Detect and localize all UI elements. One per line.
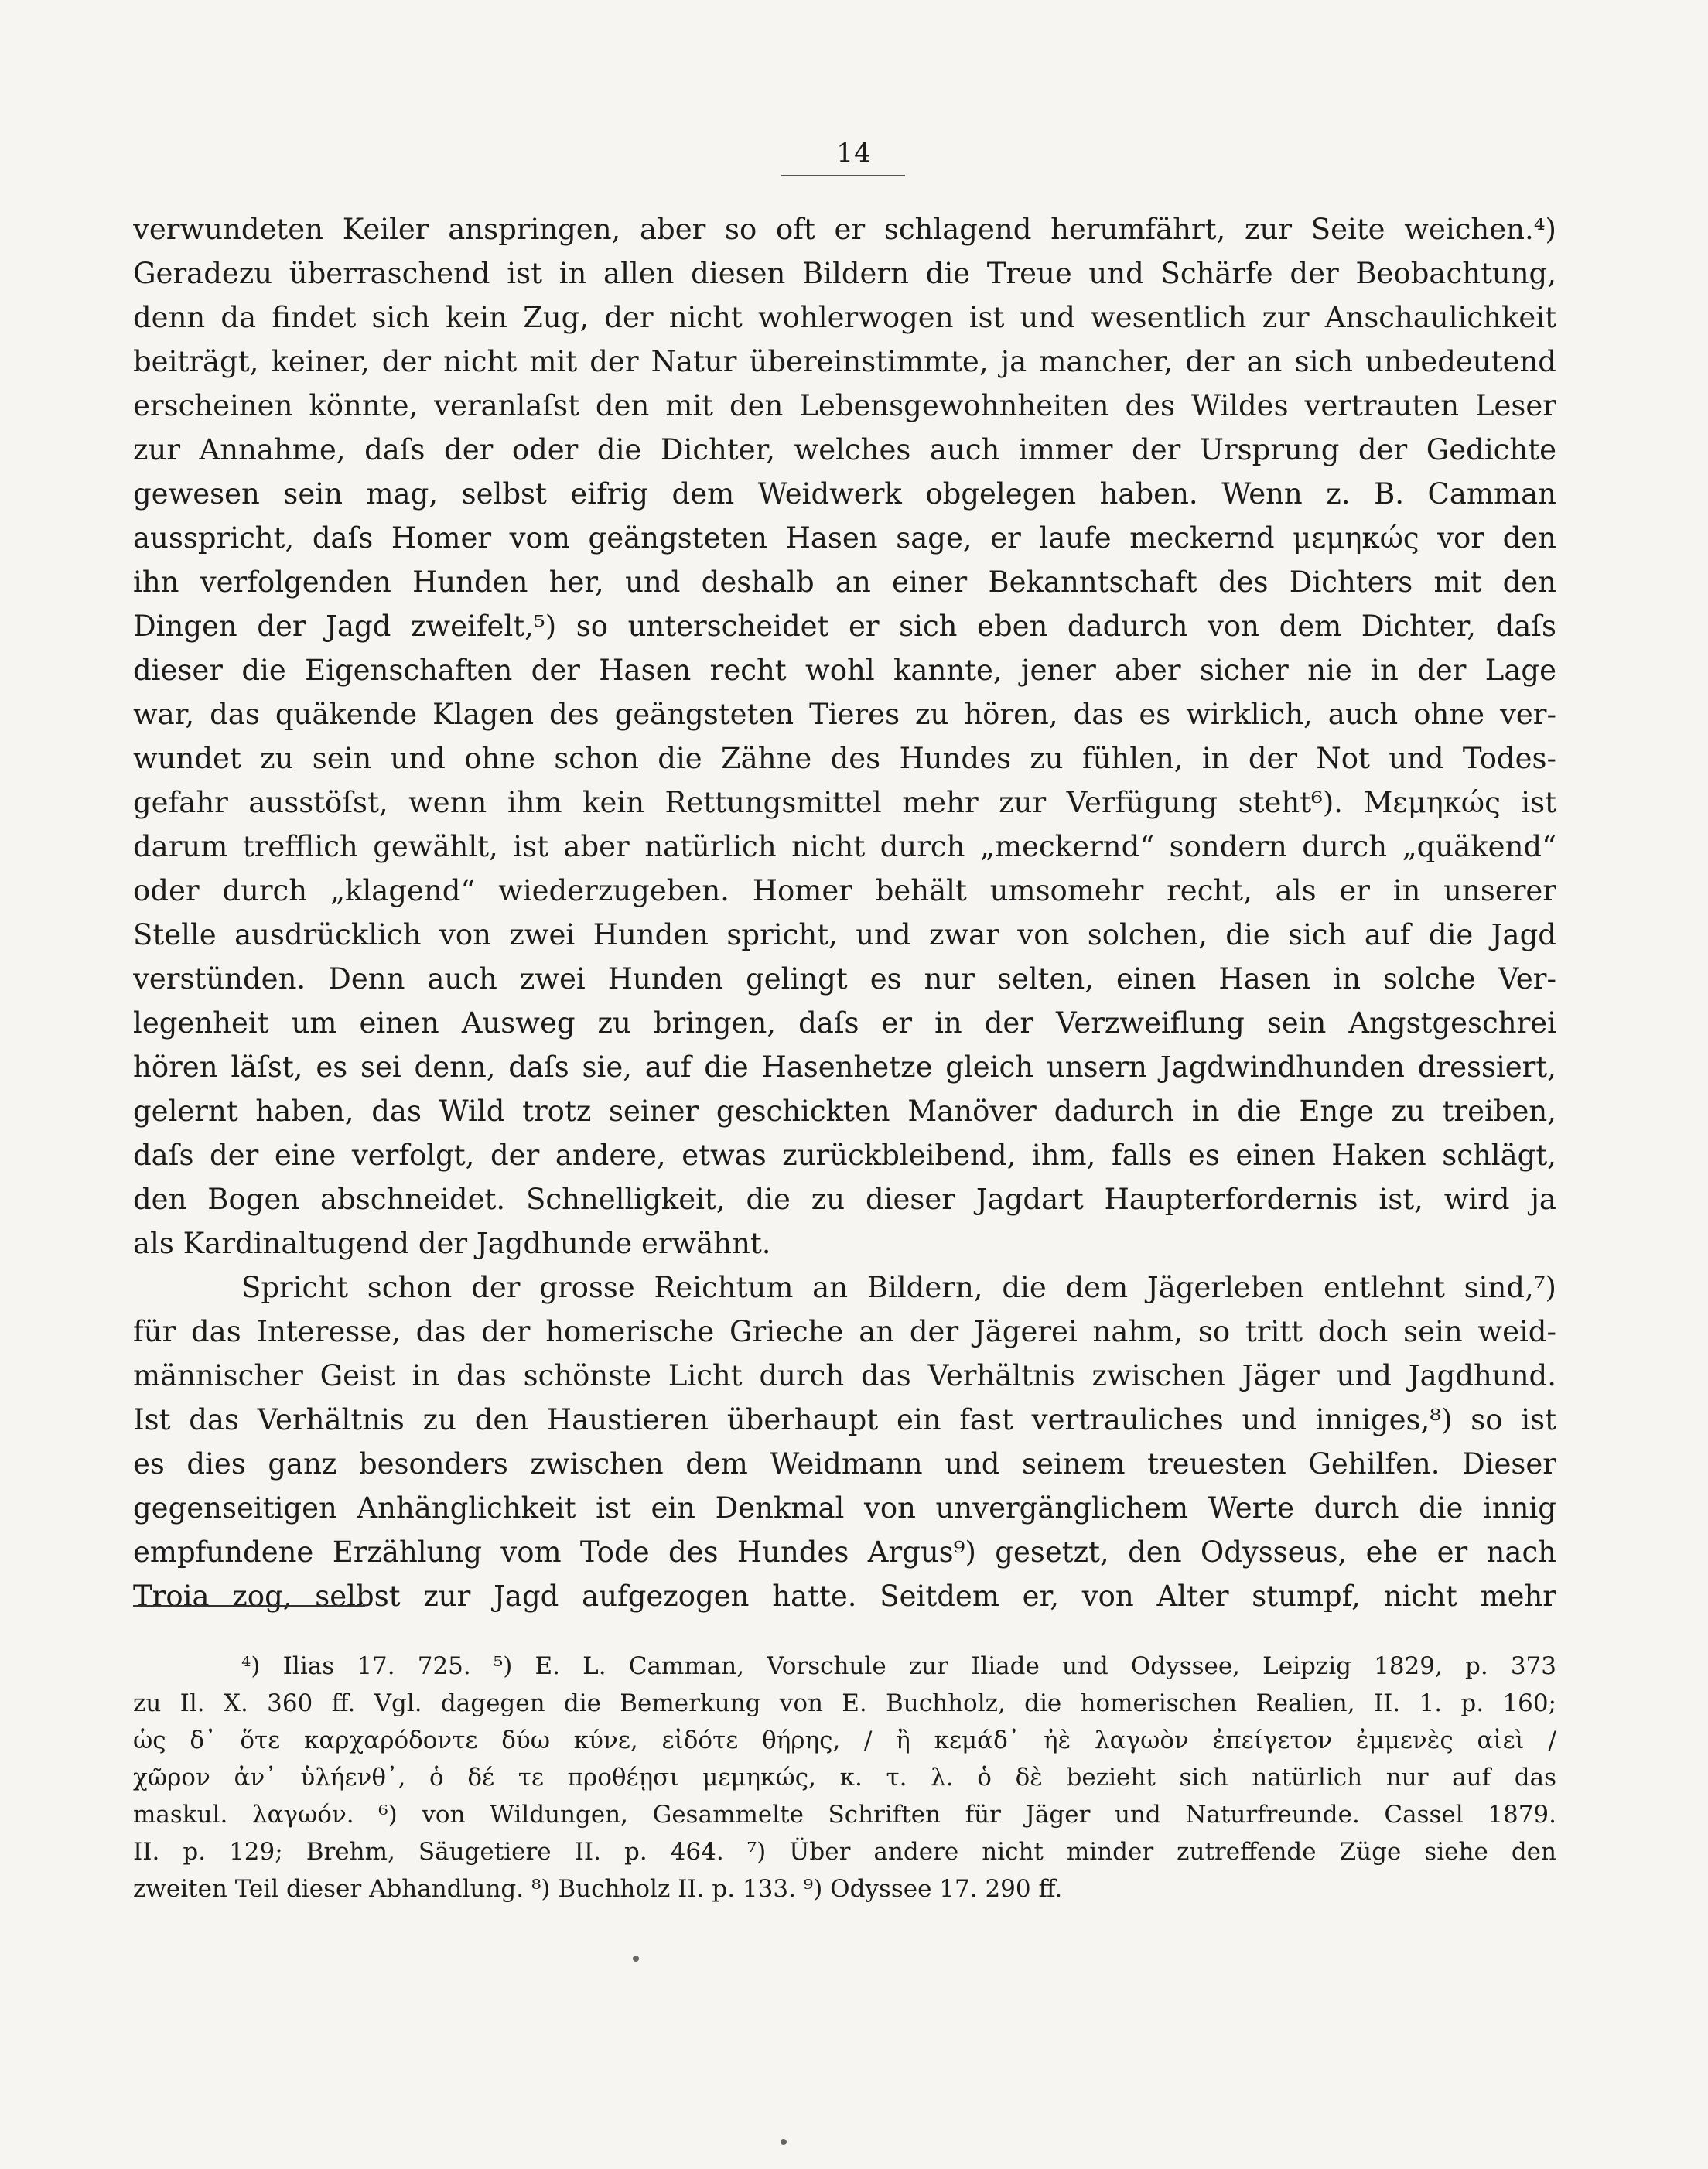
text-line: ausspricht, daſs Homer vom geängsteten Hasen sage, er laufe meckernd μεμηκώς vor den <box>133 521 1556 555</box>
text-line: ihn verfolgenden Hunden her, und deshalb an einer Bekanntschaft des Dichters mit den <box>133 565 1556 599</box>
text-line: gelernt haben, das Wild trotz seiner geschickten Manöver dadurch in die Enge zu treiben, <box>133 1095 1556 1128</box>
text-line: oder durch „klagend“ wiederzugeben. Homer behält umsomehr recht, als er in unserer <box>133 874 1556 907</box>
footnote-line: maskul. λαγωόν. ⁶) von Wildungen, Gesammelte Schriften für Jäger und Naturfreunde. Cassel 1879. <box>133 1801 1556 1829</box>
text-line: beiträgt, keiner, der nicht mit der Natur übereinstimmte, ja mancher, der an sich unbedeutend <box>133 345 1556 378</box>
text-line: darum trefflich gewählt, ist aber natürlich nicht durch „meckernd“ sondern durch „quäkend“ <box>133 830 1556 863</box>
text-line: Ist das Verhältnis zu den Haustieren überhaupt ein fast vertrauliches und inniges,⁸) so ist <box>133 1403 1556 1436</box>
body-text <box>133 207 1556 1618</box>
page-number: 14 <box>836 138 872 169</box>
text-line: empfundene Erzählung vom Tode des Hundes Argus⁹) gesetzt, den Odysseus, ehe er nach <box>133 1535 1556 1569</box>
text-line: dieser die Eigenschaften der Hasen recht wohl kannte, jener aber sicher nie in der Lage <box>133 654 1556 687</box>
text-line: gewesen sein mag, selbst eifrig dem Weidwerk obgelegen haben. Wenn z. B. Camman <box>133 477 1556 511</box>
text-line: Geradezu überraschend ist in allen diesen Bildern die Treue und Schärfe der Beobachtung, <box>133 257 1556 290</box>
text-line: wundet zu sein und ohne schon die Zähne des Hundes zu fühlen, in der Not und Todes- <box>133 742 1556 775</box>
footnote-line: II. p. 129; Brehm, Säugetiere II. p. 464. ⁷) Über andere nicht minder zutreffende Züge siehe den <box>133 1838 1556 1866</box>
page-number-rule <box>781 175 905 176</box>
footnote-line: χῶρον ἀν᾽ ὑλήενθ᾽, ὁ δέ τε προθέῃσι μεμηκώς, κ. τ. λ. ὁ δὲ bezieht sich natürlich nur auf das <box>133 1764 1556 1792</box>
text-line: verstünden. Denn auch zwei Hunden gelingt es nur selten, einen Hasen in solche Ver- <box>133 962 1556 996</box>
footnote-line: zweiten Teil dieser Abhandlung. ⁸) Buchholz II. p. 133. ⁹) Odyssee 17. 290 ff. <box>133 1875 1063 1903</box>
text-line: Troia zog, selbst zur Jagd aufgezogen hatte. Seitdem er, von Alter stumpf, nicht mehr <box>133 1580 1556 1613</box>
paragraph-start-line: Spricht schon der grosse Reichtum an Bildern, die dem Jägerleben entlehnt sind,⁷) <box>241 1271 1556 1304</box>
text-line: daſs der eine verfolgt, der andere, etwas zurückbleibend, ihm, falls es einen Haken schlägt, <box>133 1139 1556 1172</box>
text-line: männischer Geist in das schönste Licht durch das Verhältnis zwischen Jäger und Jagdhund. <box>133 1359 1556 1392</box>
text-line: für das Interesse, das der homerische Grieche an der Jägerei nahm, so tritt doch sein weid- <box>133 1315 1556 1348</box>
text-line: hören läſst, es sei denn, daſs sie, auf die Hasenhetze gleich unsern Jagdwindhunden dressiert, <box>133 1050 1556 1084</box>
footnote-rule <box>133 1605 365 1607</box>
text-line: zur Annahme, daſs der oder die Dichter, welches auch immer der Ursprung der Gedichte <box>133 433 1556 466</box>
text-line: denn da findet sich kein Zug, der nicht wohlerwogen ist und wesentlich zur Anschaulichkeit <box>133 301 1556 334</box>
text-line: es dies ganz besonders zwischen dem Weidmann und seinem treuesten Gehilfen. Dieser <box>133 1447 1556 1481</box>
text-line: erscheinen könnte, veranlaſst den mit den Lebensgewohnheiten des Wildes vertrauten Leser <box>133 389 1556 422</box>
footnotes <box>133 1648 1556 1908</box>
paragraph-end-line: als Kardinaltugend der Jagdhunde erwähnt. <box>133 1227 771 1260</box>
text-line: war, das quäkende Klagen des geängsteten Tieres zu hören, das es wirklich, auch ohne ver- <box>133 698 1556 731</box>
paper-speck <box>633 1956 639 1962</box>
text-line: verwundeten Keiler anspringen, aber so oft er schlagend herumfährt, zur Seite weichen.⁴) <box>133 213 1556 246</box>
text-line: legenheit um einen Ausweg zu bringen, daſs er in der Verzweiflung sein Angstgeschrei <box>133 1006 1556 1040</box>
footnote-line: ⁴) Ilias 17. 725. ⁵) E. L. Camman, Vorschule zur Iliade und Odyssee, Leipzig 1829, p. 373 <box>241 1652 1556 1680</box>
text-line: Stelle ausdrücklich von zwei Hunden spricht, und zwar von solchen, die sich auf die Jagd <box>133 918 1556 951</box>
paper-speck <box>781 2139 787 2145</box>
text-line: gegenseitigen Anhänglichkeit ist ein Denkmal von unvergänglichem Werte durch die innig <box>133 1491 1556 1525</box>
text-line: gefahr ausstöſst, wenn ihm kein Rettungsmittel mehr zur Verfügung steht⁶). Μεμηκώς ist <box>133 786 1556 819</box>
text-line: den Bogen abschneidet. Schnelligkeit, die zu dieser Jagdart Haupterfordernis ist, wird ja <box>133 1183 1556 1216</box>
footnote-line: zu Il. X. 360 ff. Vgl. dagegen die Bemerkung von E. Buchholz, die homerischen Realien, II. 1. p. 160; <box>133 1689 1556 1717</box>
footnote-line: ὡς δ᾽ ὅτε καρχαρόδοντε δύω κύνε, εἰδότε θήρης, / ἢ κεμάδ᾽ ἠὲ λαγωὸν ἐπείγετον ἐμμενὲς αἰεὶ / <box>133 1727 1556 1754</box>
text-line: Dingen der Jagd zweifelt,⁵) so unterscheidet er sich eben dadurch von dem Dichter, daſs <box>133 610 1556 643</box>
